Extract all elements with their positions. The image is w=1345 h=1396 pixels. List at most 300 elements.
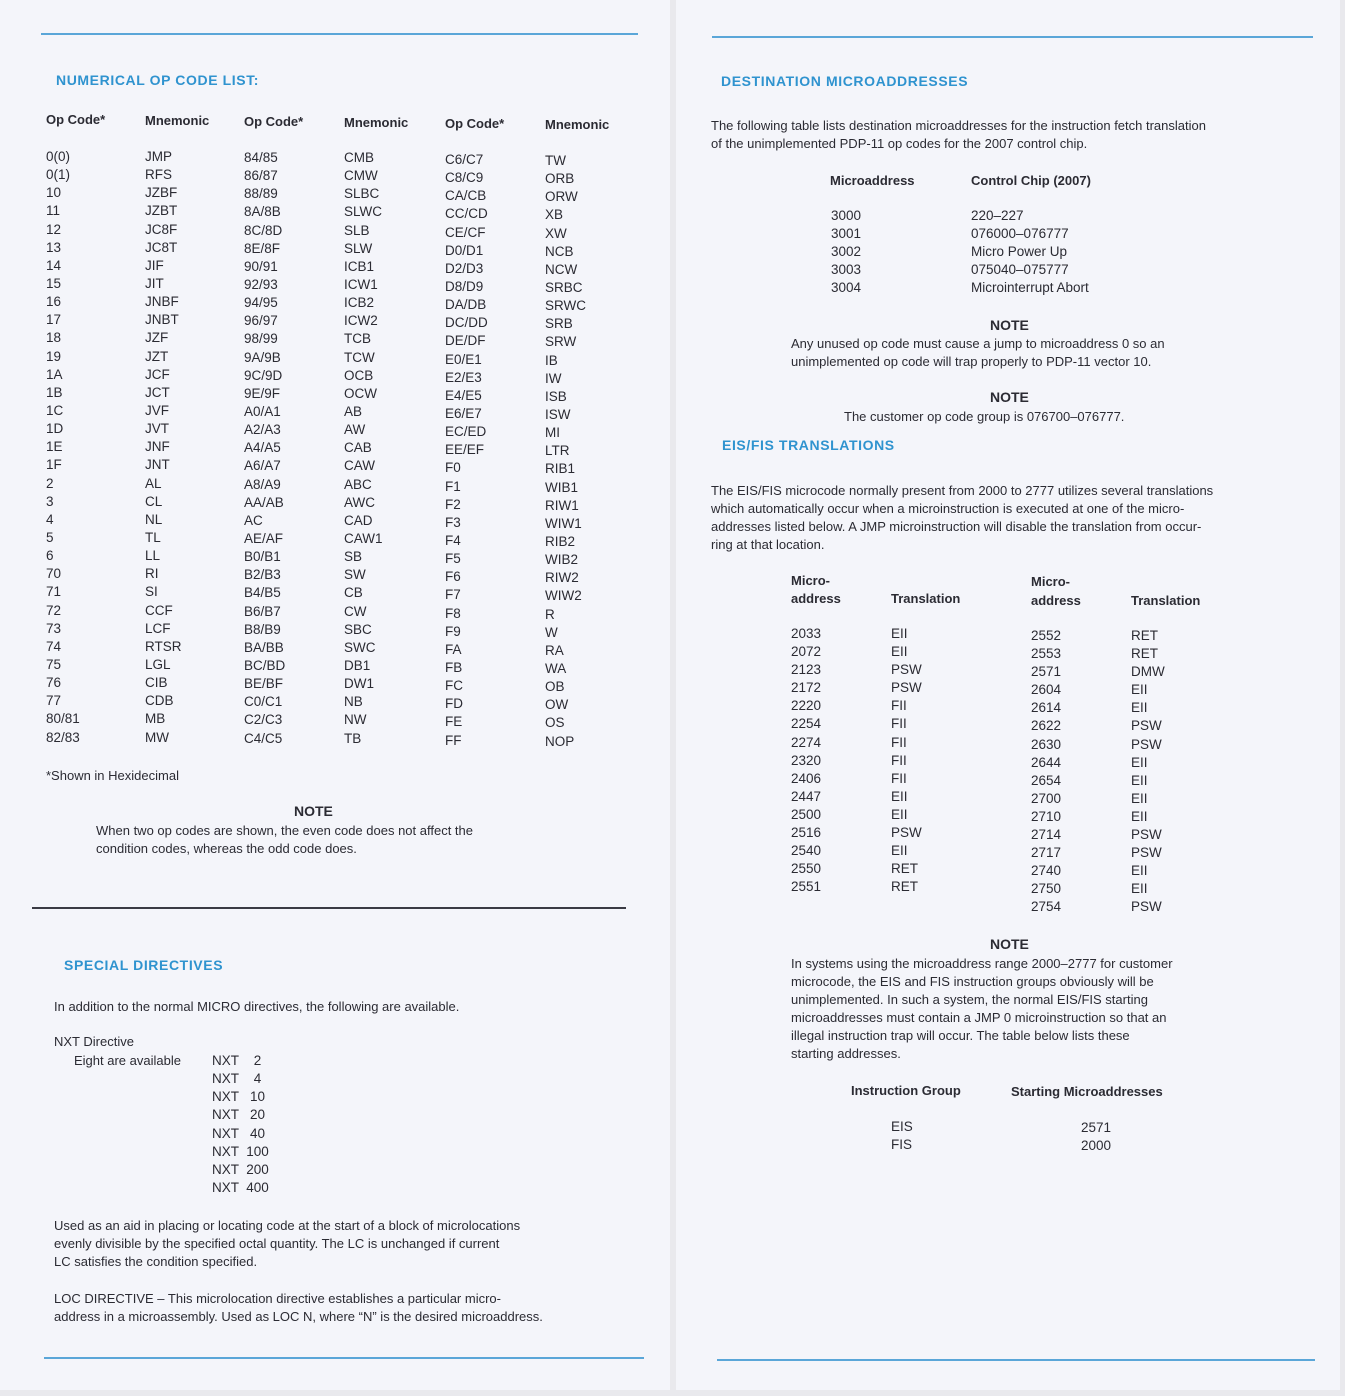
note-line: unimplemented. In such a system, the normal EIS/FIS starting [791, 992, 1148, 1007]
microaddress-cell: 2754 [1031, 899, 1062, 915]
opcode-cell: F8 [445, 605, 461, 621]
mnemonic-cell: RI [145, 566, 159, 582]
mnemonic-cell: WIB1 [545, 479, 579, 495]
mnemonic-cell: ICB2 [344, 295, 375, 311]
microaddress-cell: 3001 [831, 226, 862, 242]
mnemonic-cell: CDB [145, 693, 174, 709]
note-line: microcode, the EIS and FIS instruction groups obviously will be [791, 974, 1154, 989]
opcode-cell: FC [445, 678, 463, 694]
left-page [0, 0, 670, 1390]
text-line: evenly divisible by the specified octal quantity. The LC is unchanged if current [54, 1236, 500, 1251]
opcode-cell: B8/B9 [244, 621, 281, 637]
opcode-cell: F7 [445, 587, 461, 603]
opcode-note-title: NOTE [294, 803, 333, 819]
opcode-cell: BA/BB [244, 639, 284, 655]
mnemonic-cell: CL [145, 493, 163, 509]
nxt-list [212, 1052, 269, 1197]
opcode-cell: E0/E1 [445, 351, 482, 367]
translation-cell: PSW [891, 680, 922, 696]
opcode-column-2 [244, 149, 285, 748]
opcode-cell: 12 [46, 221, 62, 237]
opcode-cell: 0(0) [46, 149, 71, 164]
mnemonic-cell: JCF [145, 366, 170, 382]
text-line: LOC DIRECTIVE – This microlocation directive establishes a particular micro- [54, 1291, 501, 1306]
opcode-cell: E4/E5 [445, 387, 482, 403]
opcode-cell: 82/83 [46, 729, 80, 745]
mnemonic-cell: SRBC [545, 279, 583, 295]
opcode-cell: 88/89 [244, 186, 278, 202]
mnemonic-cell: JNBT [145, 312, 179, 328]
instruction-group-cell: FIS [891, 1137, 913, 1153]
destination-value-column [971, 207, 1089, 297]
nxt-item: NXT 20 [212, 1107, 266, 1123]
header-translation-right: Translation [1131, 593, 1201, 608]
opcode-cell: F9 [445, 623, 461, 639]
opcode-cell: 98/99 [244, 331, 278, 347]
opcode-cell: 84/85 [244, 150, 278, 165]
mnemonic-cell: JNBF [145, 294, 179, 310]
mnemonic-cell: SB [344, 549, 363, 565]
opcode-cell: 9C/9D [244, 367, 283, 383]
opcode-cell: 77 [46, 693, 62, 709]
mnemonic-cell: TW [545, 153, 566, 168]
mnemonic-cell: AW [344, 422, 366, 438]
mnemonic-cell: MB [145, 711, 166, 727]
header-mnemonic-1: Mnemonic [145, 113, 210, 128]
mnemonic-cell: CAW [344, 458, 375, 474]
eis-right-translation-column [1131, 627, 1165, 917]
mnemonic-cell: CB [344, 585, 363, 601]
microaddress-cell: 2630 [1031, 736, 1062, 752]
mnemonic-column-1 [145, 148, 182, 747]
top-rule-right [712, 36, 1313, 38]
mnemonic-cell: WA [545, 660, 567, 676]
microaddress-cell: 2710 [1031, 808, 1062, 824]
opcode-cell: 1C [46, 402, 64, 418]
microaddress-cell: 2622 [1031, 718, 1062, 734]
mnemonic-cell: RFS [145, 167, 172, 183]
note-line: unimplemented op code will trap properly to PDP-11 vector 10. [791, 354, 1152, 369]
text-line: of the unimplemented PDP-11 op codes for the 2007 control chip. [711, 136, 1088, 151]
note-line: illegal instruction trap will occur. The table below lists these [791, 1028, 1130, 1043]
mnemonic-cell: AL [145, 475, 162, 491]
opcode-cell: B0/B1 [244, 549, 281, 565]
opcode-cell: F1 [445, 478, 461, 494]
text-line: which automatically occur when a microinstruction is executed at one of the micro- [711, 501, 1185, 516]
translation-cell: EII [891, 788, 908, 804]
mnemonic-cell: JC8T [145, 239, 178, 255]
eis-fis-intro [711, 482, 1213, 554]
note-line: Any unused op code must cause a jump to microaddress 0 so an [791, 336, 1165, 351]
mnemonic-cell: JNF [145, 439, 170, 455]
microaddress-cell: 3000 [831, 208, 862, 223]
header-starting-microaddresses: Starting Microaddresses [1011, 1084, 1163, 1099]
special-directives-intro: In addition to the normal MICRO directives, the following are available. [54, 999, 460, 1014]
mnemonic-cell: CW [344, 603, 367, 619]
mnemonic-cell: SRWC [545, 298, 587, 314]
top-rule-left [41, 33, 638, 35]
mnemonic-cell: NB [344, 694, 363, 710]
opcode-cell: 17 [46, 312, 62, 328]
mnemonic-cell: JZBF [145, 185, 178, 201]
translation-cell: EII [891, 806, 908, 822]
nxt-directive-sub: Eight are available [74, 1053, 181, 1068]
opcode-cell: D0/D1 [445, 242, 484, 258]
mnemonic-cell: DW1 [344, 676, 374, 692]
translation-cell: EII [1131, 682, 1148, 698]
eis-left-address-column [791, 625, 821, 896]
microaddress-cell: 2614 [1031, 700, 1062, 716]
translation-cell: EII [891, 843, 908, 859]
opcode-cell: FE [445, 714, 463, 730]
mnemonic-cell: JCT [145, 384, 170, 400]
mnemonic-cell: IB [545, 352, 558, 368]
mnemonic-cell: JMP [145, 149, 172, 164]
microaddress-cell: 2447 [791, 788, 822, 804]
translation-cell: RET [891, 861, 918, 877]
starting-address-cell: 2000 [1081, 1138, 1112, 1154]
control-chip-cell: Micro Power Up [971, 244, 1068, 260]
opcode-cell: F6 [445, 569, 461, 585]
microaddress-cell: 2604 [1031, 682, 1062, 698]
note-line: In systems using the microaddress range 2000–2777 for customer [791, 956, 1173, 971]
translation-cell: RET [1131, 628, 1158, 643]
translation-cell: FII [891, 698, 907, 714]
opcode-cell: DA/DB [445, 297, 487, 313]
microaddress-cell: 2750 [1031, 881, 1062, 897]
nxt-directive-title: NXT Directive [54, 1034, 134, 1049]
opcode-cell: 80/81 [46, 711, 80, 727]
header-instruction-group: Instruction Group [851, 1083, 961, 1098]
translation-cell: EII [1131, 881, 1148, 897]
mnemonic-cell: ISB [545, 388, 567, 404]
opcode-cell: 70 [46, 566, 62, 582]
mnemonic-cell: OCW [344, 385, 377, 401]
control-chip-cell: Microinterrupt Abort [971, 280, 1089, 296]
translation-cell: RET [1131, 646, 1158, 662]
microaddress-cell: 3004 [831, 280, 862, 296]
opcode-cell: 10 [46, 185, 62, 201]
opcode-cell: D8/D9 [445, 278, 484, 294]
mnemonic-cell: SRB [545, 316, 573, 332]
mnemonic-cell: RIB1 [545, 461, 576, 477]
opcode-cell: 1E [46, 439, 63, 455]
opcode-cell: 73 [46, 620, 62, 636]
eis-note-text [791, 955, 1173, 1063]
text-line: Used as an aid in placing or locating code at the start of a block of microlocations [54, 1218, 521, 1233]
translation-cell: FII [891, 734, 907, 750]
translation-cell: PSW [1131, 899, 1162, 915]
microaddress-cell: 2717 [1031, 845, 1062, 861]
opcode-cell: 86/87 [244, 168, 278, 184]
nxt-item: NXT 4 [212, 1071, 262, 1087]
mnemonic-cell: JIT [145, 275, 164, 291]
text-line: ring at that location. [711, 537, 825, 552]
translation-cell: DMW [1131, 664, 1165, 680]
header-opcode-3: Op Code* [445, 116, 505, 131]
microaddress-cell: 2740 [1031, 863, 1062, 879]
opcode-cell: 6 [46, 548, 54, 564]
opcode-cell: 94/95 [244, 295, 278, 311]
opcode-cell: A6/A7 [244, 458, 281, 474]
translation-cell: EII [1131, 700, 1148, 716]
microaddress-cell: 2700 [1031, 790, 1062, 806]
opcode-cell: C0/C1 [244, 694, 283, 710]
mnemonic-cell: CIB [145, 675, 168, 691]
translation-cell: RET [891, 879, 918, 895]
opcode-cell: DC/DD [445, 315, 488, 331]
opcode-cell: 9A/9B [244, 349, 281, 365]
opcode-cell: BC/BD [244, 657, 286, 673]
microaddress-cell: 2552 [1031, 628, 1062, 643]
nxt-item: NXT 400 [212, 1179, 269, 1195]
control-chip-cell: 220–227 [971, 208, 1024, 223]
mnemonic-cell: WIW2 [545, 588, 582, 604]
mnemonic-cell: JZBT [145, 203, 178, 219]
translation-cell: EII [1131, 808, 1148, 824]
microaddress-cell: 2072 [791, 644, 822, 660]
mnemonic-cell: CAW1 [344, 530, 383, 546]
mnemonic-cell: SW [344, 567, 366, 583]
mnemonic-cell: CAB [344, 440, 372, 456]
opcode-cell: 1B [46, 384, 63, 400]
opcode-cell: 15 [46, 275, 62, 291]
opcode-cell: 1A [46, 366, 63, 382]
opcode-cell: A8/A9 [244, 476, 281, 492]
header-microaddress: Microaddress [830, 173, 915, 188]
microaddress-cell: 2714 [1031, 827, 1062, 843]
mnemonic-cell: ABC [344, 476, 372, 492]
mnemonic-cell: DB1 [344, 657, 371, 673]
microaddress-cell: 2274 [791, 734, 822, 750]
bottom-rule-right [717, 1359, 1315, 1361]
opcode-cell: BE/BF [244, 676, 284, 692]
opcode-cell: 90/91 [244, 258, 278, 274]
mnemonic-cell: AWC [344, 494, 375, 510]
opcode-cell: C8/C9 [445, 170, 484, 186]
opcode-cell: F0 [445, 460, 461, 476]
middle-rule-left [32, 907, 626, 909]
mnemonic-cell: JVT [145, 421, 170, 437]
opcode-cell: F2 [445, 496, 461, 512]
mnemonic-cell: JC8F [145, 221, 178, 237]
mnemonic-cell: ICW1 [344, 276, 378, 292]
opcode-cell: A0/A1 [244, 403, 281, 419]
opcode-cell: 76 [46, 675, 62, 691]
mnemonic-cell: TCW [344, 349, 375, 365]
text-line: The following table lists destination microaddresses for the instruction fetch translation [711, 118, 1206, 133]
opcode-cell: 72 [46, 602, 62, 618]
text-line: LC satisfies the condition specified. [54, 1254, 258, 1269]
microaddress-cell: 2644 [1031, 754, 1062, 770]
opcode-cell: 8E/8F [244, 240, 281, 256]
opcode-column-3 [445, 151, 488, 750]
mnemonic-cell: CMB [344, 150, 374, 165]
header-translation-left: Translation [891, 591, 961, 606]
mnemonic-cell: NCB [545, 243, 574, 259]
mnemonic-cell: LL [145, 548, 161, 564]
mnemonic-cell: LCF [145, 620, 171, 636]
opcode-note-text [96, 822, 473, 858]
opcode-cell: 8A/8B [244, 204, 281, 220]
microaddress-cell: 3002 [831, 244, 862, 260]
opcode-cell: FB [445, 659, 463, 675]
microaddress-cell: 2406 [791, 770, 822, 786]
microaddress-cell: 2320 [791, 752, 822, 768]
opcode-cell: F5 [445, 551, 461, 567]
mnemonic-cell: JZF [145, 330, 169, 346]
instruction-group-cell: EIS [891, 1119, 913, 1134]
opcode-cell: 0(1) [46, 167, 71, 183]
translation-cell: FII [891, 752, 907, 768]
microaddress-cell: 2540 [791, 843, 822, 859]
mnemonic-cell: WIW1 [545, 515, 582, 531]
note-line: starting addresses. [791, 1046, 901, 1061]
microaddress-cell: 2172 [791, 680, 822, 696]
microaddress-cell: 2123 [791, 662, 822, 678]
mnemonic-cell: SWC [344, 639, 376, 655]
opcode-cell: EC/ED [445, 424, 487, 440]
microaddress-cell: 2571 [1031, 664, 1062, 680]
microaddress-cell: 3003 [831, 262, 862, 278]
destination-heading: DESTINATION MICROADDRESSES [721, 73, 969, 89]
opcode-cell: 18 [46, 330, 62, 346]
eis-note-title: NOTE [990, 936, 1029, 952]
mnemonic-cell: SBC [344, 621, 372, 637]
mnemonic-column-2 [344, 149, 383, 748]
mnemonic-cell: ICB1 [344, 258, 375, 274]
opcode-cell: 19 [46, 348, 62, 364]
mnemonic-cell: OCB [344, 367, 374, 383]
eis-right-address-column [1031, 627, 1061, 917]
opcode-cell: E2/E3 [445, 369, 482, 385]
mnemonic-cell: ORW [545, 189, 578, 205]
mnemonic-cell: ORB [545, 171, 575, 187]
text-line: address in a microassembly. Used as LOC N, where “N” is the desired microaddress. [54, 1309, 543, 1324]
nxt-description [54, 1217, 520, 1271]
mnemonic-cell: WIB2 [545, 552, 579, 568]
mnemonic-cell: SLW [344, 240, 373, 256]
note-line: microaddresses must contain a JMP 0 microinstruction so that an [791, 1010, 1167, 1025]
translation-cell: PSW [1131, 845, 1162, 861]
header-microaddress-left-top: Micro- [791, 573, 830, 588]
opcode-cell: DE/DF [445, 333, 486, 349]
opcode-cell: AC [244, 512, 263, 528]
opcode-cell: 4 [46, 511, 54, 527]
mnemonic-cell: LTR [545, 443, 570, 459]
header-microaddress-left-bottom: address [791, 591, 841, 606]
mnemonic-cell: JZT [145, 348, 169, 364]
microaddress-cell: 2254 [791, 716, 822, 732]
destination-note2-title: NOTE [990, 389, 1029, 405]
mnemonic-cell: NCW [545, 261, 578, 277]
header-control-chip: Control Chip (2007) [971, 173, 1091, 188]
mnemonic-cell: RIW1 [545, 497, 579, 513]
mnemonic-cell: LGL [145, 656, 171, 672]
mnemonic-cell: OB [545, 679, 565, 695]
opcode-cell: A2/A3 [244, 422, 281, 438]
opcode-cell: CA/CB [445, 188, 487, 204]
text-line: The EIS/FIS microcode normally present from 2000 to 2777 utilizes several translations [711, 483, 1214, 498]
mnemonic-cell: SI [145, 584, 158, 600]
opcode-cell: 75 [46, 656, 62, 672]
opcode-cell: 74 [46, 638, 62, 654]
microaddress-cell: 2553 [1031, 646, 1062, 662]
mnemonic-cell: MI [545, 425, 560, 441]
mnemonic-cell: TB [344, 730, 362, 746]
header-mnemonic-2: Mnemonic [344, 115, 409, 130]
opcode-cell: F3 [445, 514, 461, 530]
opcode-cell: FD [445, 696, 463, 712]
eis-fis-heading: EIS/FIS TRANSLATIONS [722, 437, 895, 453]
text-line: addresses listed below. A JMP microinstruction will disable the translation from occur- [711, 519, 1202, 534]
translation-cell: EII [1131, 863, 1148, 879]
mnemonic-cell: XB [545, 207, 564, 223]
mnemonic-cell: RA [545, 642, 564, 658]
destination-note2-text: The customer op code group is 076700–076777. [844, 409, 1125, 424]
header-opcode-2: Op Code* [244, 114, 304, 129]
opcode-cell: AA/AB [244, 494, 284, 510]
mnemonic-cell: CAD [344, 512, 373, 528]
translation-cell: FII [891, 716, 907, 732]
mnemonic-cell: SLBC [344, 186, 380, 202]
note-line: condition codes, whereas the odd code does. [96, 841, 357, 856]
opcode-list-heading: NUMERICAL OP CODE LIST: [56, 72, 260, 88]
mnemonic-cell: AB [344, 403, 363, 419]
mnemonic-cell: RIB2 [545, 533, 576, 549]
translation-cell: PSW [1131, 736, 1162, 752]
opcode-cell: EE/EF [445, 442, 485, 458]
opcode-cell: 92/93 [244, 276, 278, 292]
opcode-cell: D2/D3 [445, 260, 484, 276]
mnemonic-cell: R [545, 606, 555, 622]
translation-cell: PSW [891, 662, 922, 678]
note-line: When two op codes are shown, the even code does not affect the [96, 823, 474, 838]
opcode-cell: C2/C3 [244, 712, 283, 728]
nxt-item: NXT 100 [212, 1143, 269, 1159]
nxt-item: NXT 200 [212, 1161, 269, 1177]
translation-cell: EII [1131, 790, 1148, 806]
opcode-cell: CC/CD [445, 206, 488, 222]
control-chip-cell: 075040–075777 [971, 262, 1069, 278]
mnemonic-cell: OW [545, 697, 569, 713]
opcode-cell: 2 [46, 475, 54, 491]
opcode-cell: 96/97 [244, 313, 278, 329]
destination-intro [711, 117, 1206, 153]
loc-description [54, 1290, 543, 1326]
mnemonic-cell: JNT [145, 457, 170, 473]
destination-address-column [831, 207, 861, 297]
translation-cell: FII [891, 770, 907, 786]
mnemonic-cell: CCF [145, 602, 173, 618]
translation-cell: EII [1131, 772, 1148, 788]
opcode-cell: CE/CF [445, 224, 486, 240]
header-microaddress-right-bottom: address [1031, 593, 1081, 608]
opcode-column-1 [46, 148, 80, 747]
translation-cell: EII [891, 644, 908, 660]
mnemonic-cell: RTSR [145, 638, 182, 654]
nxt-item: NXT 2 [212, 1053, 262, 1068]
mnemonic-cell: CMW [344, 168, 378, 184]
opcode-cell: B2/B3 [244, 567, 281, 583]
microaddress-cell: 2516 [791, 825, 822, 841]
mnemonic-cell: NOP [545, 733, 575, 749]
mnemonic-column-3 [545, 152, 586, 751]
opcode-cell: FA [445, 641, 462, 657]
opcode-cell: FF [445, 732, 462, 748]
opcode-cell: 71 [46, 584, 62, 600]
mnemonic-cell: ICW2 [344, 313, 378, 329]
